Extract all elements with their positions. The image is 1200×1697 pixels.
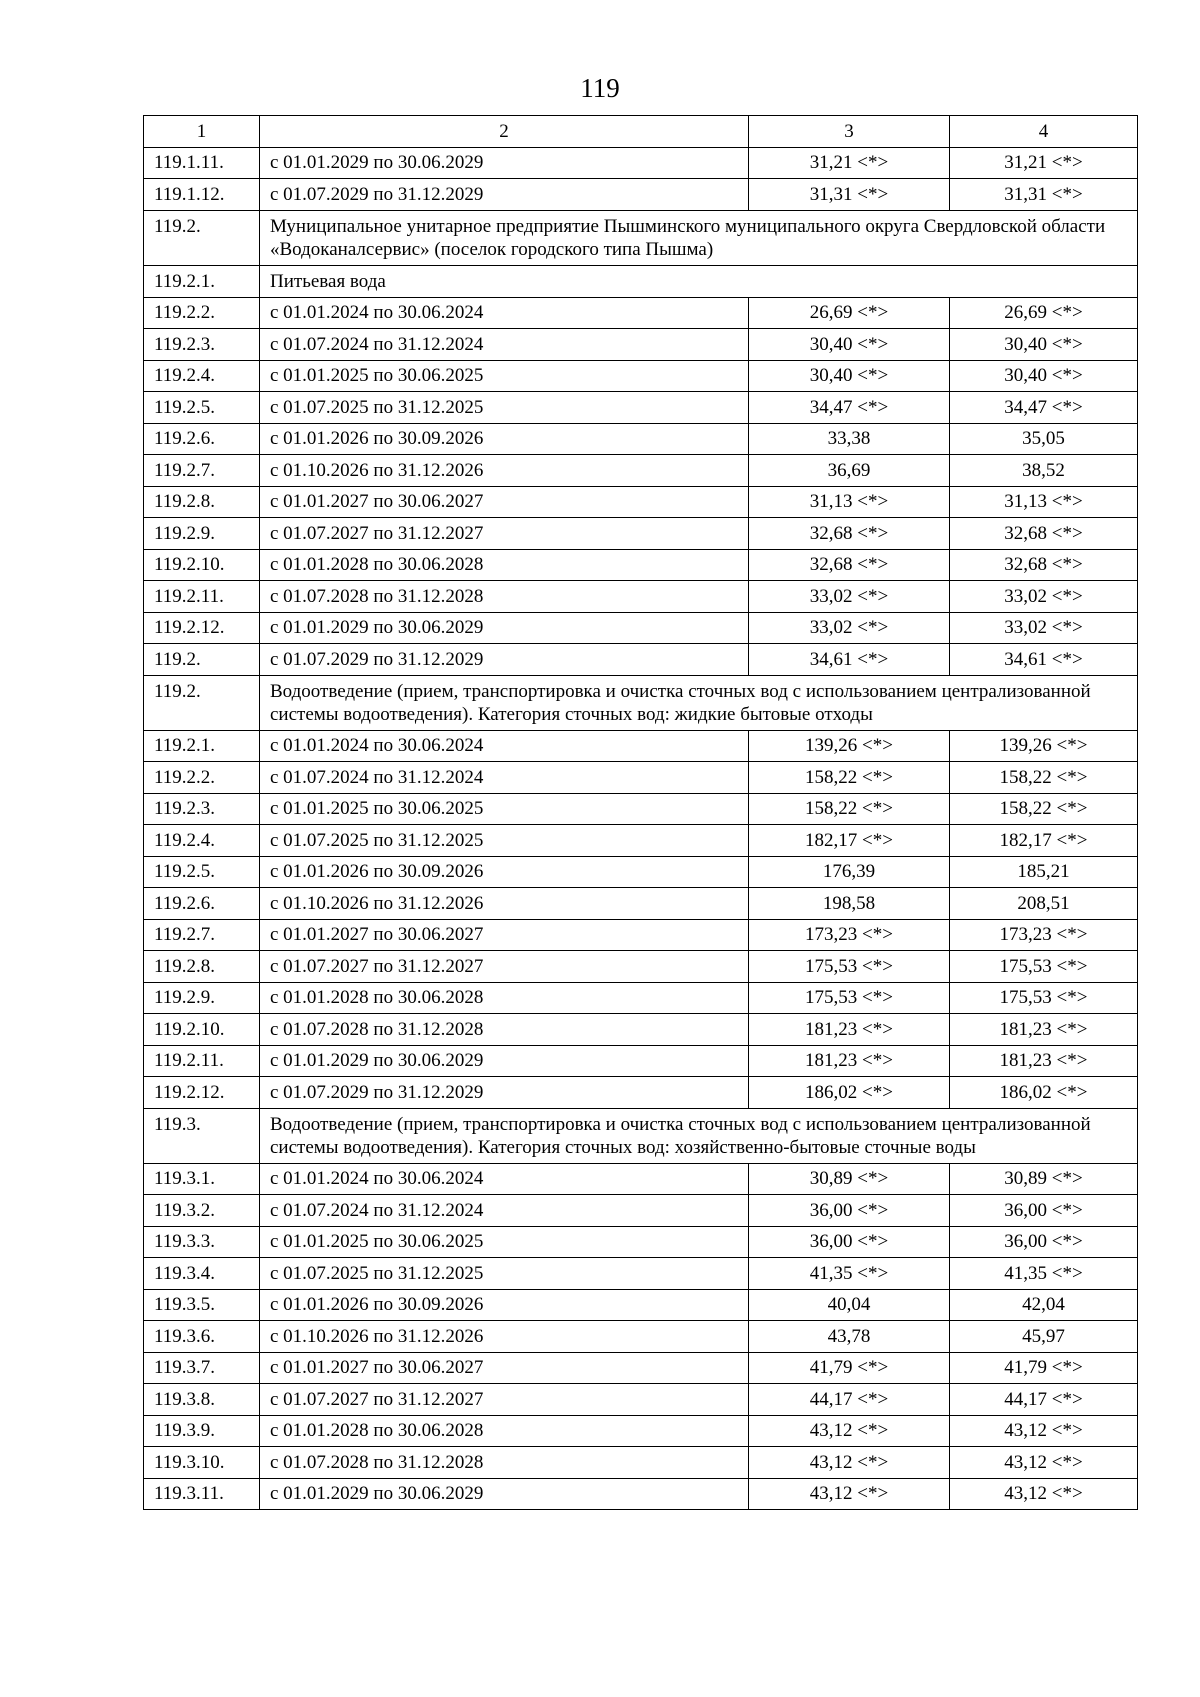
row-period: с 01.07.2027 по 31.12.2027 [260, 951, 749, 983]
row-period: с 01.07.2028 по 31.12.2028 [260, 1014, 749, 1046]
row-period: с 01.10.2026 по 31.12.2026 [260, 455, 749, 487]
table-row [144, 1195, 1138, 1227]
table-body [144, 116, 1138, 1510]
row-code: 119.2.10. [144, 549, 260, 581]
row-value-col4: 31,13 <*> [950, 486, 1138, 518]
table-row [144, 1289, 1138, 1321]
column-header-2: 2 [260, 116, 749, 148]
row-value-col4: 36,00 <*> [950, 1226, 1138, 1258]
table-row [144, 1258, 1138, 1290]
column-header-3: 3 [749, 116, 950, 148]
row-code: 119.2.7. [144, 919, 260, 951]
row-code: 119.3.8. [144, 1384, 260, 1416]
row-value-col3: 43,12 <*> [749, 1447, 950, 1479]
row-period: с 01.01.2027 по 30.06.2027 [260, 919, 749, 951]
row-code: 119.2.4. [144, 825, 260, 857]
row-value-col4: 34,47 <*> [950, 392, 1138, 424]
table-row [144, 888, 1138, 920]
tariff-table [143, 115, 1138, 1510]
table-row [144, 982, 1138, 1014]
row-value-col3: 44,17 <*> [749, 1384, 950, 1416]
row-code: 119.1.12. [144, 179, 260, 211]
row-value-col3: 34,61 <*> [749, 644, 950, 676]
row-code: 119.3.4. [144, 1258, 260, 1290]
row-value-col3: 30,89 <*> [749, 1163, 950, 1195]
section-title: Питьевая вода [260, 265, 1138, 297]
row-value-col4: 41,79 <*> [950, 1352, 1138, 1384]
row-code: 119.2.7. [144, 455, 260, 487]
row-code: 119.2.1. [144, 730, 260, 762]
row-period: с 01.07.2028 по 31.12.2028 [260, 1447, 749, 1479]
table-row [144, 612, 1138, 644]
table-row [144, 518, 1138, 550]
row-period: с 01.01.2029 по 30.06.2029 [260, 147, 749, 179]
row-value-col3: 175,53 <*> [749, 951, 950, 983]
section-row [144, 675, 1138, 730]
row-value-col4: 181,23 <*> [950, 1045, 1138, 1077]
table-row [144, 329, 1138, 361]
table-row [144, 951, 1138, 983]
row-value-col3: 26,69 <*> [749, 297, 950, 329]
row-code: 119.3.7. [144, 1352, 260, 1384]
table-row [144, 1226, 1138, 1258]
table-row [144, 762, 1138, 794]
row-value-col3: 33,02 <*> [749, 612, 950, 644]
row-period: с 01.01.2029 по 30.06.2029 [260, 612, 749, 644]
row-value-col4: 41,35 <*> [950, 1258, 1138, 1290]
row-period: с 01.10.2026 по 31.12.2026 [260, 888, 749, 920]
row-value-col3: 30,40 <*> [749, 329, 950, 361]
section-row [144, 210, 1138, 265]
row-value-col4: 182,17 <*> [950, 825, 1138, 857]
row-value-col3: 43,12 <*> [749, 1478, 950, 1510]
table-row [144, 1321, 1138, 1353]
row-value-col3: 175,53 <*> [749, 982, 950, 1014]
row-period: с 01.01.2025 по 30.06.2025 [260, 1226, 749, 1258]
row-value-col4: 36,00 <*> [950, 1195, 1138, 1227]
row-value-col4: 31,31 <*> [950, 179, 1138, 211]
table-row [144, 297, 1138, 329]
row-value-col4: 33,02 <*> [950, 581, 1138, 613]
column-header-1: 1 [144, 116, 260, 148]
row-period: с 01.07.2024 по 31.12.2024 [260, 329, 749, 361]
row-period: с 01.01.2028 по 30.06.2028 [260, 982, 749, 1014]
row-value-col4: 30,40 <*> [950, 360, 1138, 392]
table-row [144, 1352, 1138, 1384]
row-code: 119.2.11. [144, 1045, 260, 1077]
row-code: 119.2.9. [144, 982, 260, 1014]
row-value-col3: 41,35 <*> [749, 1258, 950, 1290]
row-value-col3: 36,00 <*> [749, 1226, 950, 1258]
table-row [144, 825, 1138, 857]
row-value-col4: 34,61 <*> [950, 644, 1138, 676]
table-row [144, 1163, 1138, 1195]
row-value-col3: 30,40 <*> [749, 360, 950, 392]
row-value-col3: 176,39 [749, 856, 950, 888]
row-code: 119.2. [144, 644, 260, 676]
row-code: 119.3.6. [144, 1321, 260, 1353]
row-code: 119.2. [144, 675, 260, 730]
table-row [144, 793, 1138, 825]
row-value-col3: 31,21 <*> [749, 147, 950, 179]
row-value-col3: 182,17 <*> [749, 825, 950, 857]
row-period: с 01.01.2029 по 30.06.2029 [260, 1045, 749, 1077]
table-row [144, 1077, 1138, 1109]
row-value-col4: 173,23 <*> [950, 919, 1138, 951]
row-code: 119.2.12. [144, 612, 260, 644]
row-value-col3: 198,58 [749, 888, 950, 920]
row-value-col4: 42,04 [950, 1289, 1138, 1321]
row-value-col3: 43,12 <*> [749, 1415, 950, 1447]
table-row [144, 1045, 1138, 1077]
table-row [144, 644, 1138, 676]
row-code: 119.3. [144, 1108, 260, 1163]
table-row [144, 179, 1138, 211]
column-header-4: 4 [950, 116, 1138, 148]
row-code: 119.2.8. [144, 486, 260, 518]
row-value-col3: 139,26 <*> [749, 730, 950, 762]
row-code: 119.3.5. [144, 1289, 260, 1321]
section-row [144, 1108, 1138, 1163]
row-period: с 01.07.2025 по 31.12.2025 [260, 825, 749, 857]
row-value-col3: 41,79 <*> [749, 1352, 950, 1384]
row-code: 119.2. [144, 210, 260, 265]
row-value-col4: 43,12 <*> [950, 1478, 1138, 1510]
row-period: с 01.01.2029 по 30.06.2029 [260, 1478, 749, 1510]
table-row [144, 147, 1138, 179]
row-value-col4: 158,22 <*> [950, 762, 1138, 794]
row-value-col3: 181,23 <*> [749, 1045, 950, 1077]
row-code: 119.2.1. [144, 265, 260, 297]
row-code: 119.2.6. [144, 423, 260, 455]
row-period: с 01.07.2025 по 31.12.2025 [260, 392, 749, 424]
row-value-col4: 30,89 <*> [950, 1163, 1138, 1195]
table-row [144, 360, 1138, 392]
row-period: с 01.01.2025 по 30.06.2025 [260, 360, 749, 392]
row-code: 119.1.11. [144, 147, 260, 179]
row-value-col4: 26,69 <*> [950, 297, 1138, 329]
row-value-col3: 33,38 [749, 423, 950, 455]
row-period: с 01.07.2029 по 31.12.2029 [260, 644, 749, 676]
row-period: с 01.01.2024 по 30.06.2024 [260, 730, 749, 762]
row-code: 119.2.5. [144, 856, 260, 888]
table-row [144, 1014, 1138, 1046]
row-code: 119.3.3. [144, 1226, 260, 1258]
table-row [144, 1384, 1138, 1416]
row-period: с 01.01.2028 по 30.06.2028 [260, 1415, 749, 1447]
row-period: с 01.07.2029 по 31.12.2029 [260, 179, 749, 211]
row-code: 119.3.10. [144, 1447, 260, 1479]
row-value-col3: 34,47 <*> [749, 392, 950, 424]
row-value-col3: 173,23 <*> [749, 919, 950, 951]
row-period: с 01.07.2025 по 31.12.2025 [260, 1258, 749, 1290]
row-value-col4: 30,40 <*> [950, 329, 1138, 361]
row-value-col4: 185,21 [950, 856, 1138, 888]
row-value-col4: 43,12 <*> [950, 1447, 1138, 1479]
section-title: Водоотведение (прием, транспортировка и очистка сточных вод с использованием централизованной системы водоотведения). Категория сточных вод: хозяйственно-бытовые сточные воды [260, 1108, 1138, 1163]
row-value-col4: 43,12 <*> [950, 1415, 1138, 1447]
row-code: 119.2.6. [144, 888, 260, 920]
row-code: 119.3.9. [144, 1415, 260, 1447]
row-code: 119.3.1. [144, 1163, 260, 1195]
row-code: 119.2.5. [144, 392, 260, 424]
row-value-col4: 32,68 <*> [950, 549, 1138, 581]
row-period: с 01.10.2026 по 31.12.2026 [260, 1321, 749, 1353]
table-row [144, 1415, 1138, 1447]
row-value-col3: 40,04 [749, 1289, 950, 1321]
table-header-row [144, 116, 1138, 148]
table-row [144, 856, 1138, 888]
row-value-col3: 158,22 <*> [749, 762, 950, 794]
row-value-col3: 32,68 <*> [749, 549, 950, 581]
row-period: с 01.07.2027 по 31.12.2027 [260, 1384, 749, 1416]
page-number: 119 [580, 73, 620, 103]
row-value-col4: 139,26 <*> [950, 730, 1138, 762]
row-value-col4: 45,97 [950, 1321, 1138, 1353]
row-value-col3: 186,02 <*> [749, 1077, 950, 1109]
row-period: с 01.01.2027 по 30.06.2027 [260, 1352, 749, 1384]
row-value-col3: 43,78 [749, 1321, 950, 1353]
row-period: с 01.07.2024 по 31.12.2024 [260, 762, 749, 794]
row-code: 119.2.2. [144, 297, 260, 329]
row-period: с 01.01.2026 по 30.09.2026 [260, 1289, 749, 1321]
row-value-col3: 36,69 [749, 455, 950, 487]
row-value-col4: 31,21 <*> [950, 147, 1138, 179]
section-title: Муниципальное унитарное предприятие Пышминского муниципального округа Свердловской области «Водоканалсервис» (поселок городского типа Пышма) [260, 210, 1138, 265]
row-code: 119.2.10. [144, 1014, 260, 1046]
row-period: с 01.01.2026 по 30.09.2026 [260, 856, 749, 888]
row-code: 119.2.12. [144, 1077, 260, 1109]
table-row [144, 549, 1138, 581]
table-row [144, 455, 1138, 487]
row-period: с 01.01.2025 по 30.06.2025 [260, 793, 749, 825]
row-period: с 01.07.2029 по 31.12.2029 [260, 1077, 749, 1109]
table-row [144, 919, 1138, 951]
section-title: Водоотведение (прием, транспортировка и очистка сточных вод с использованием централизованной системы водоотведения). Категория сточных вод: жидкие бытовые отходы [260, 675, 1138, 730]
row-period: с 01.01.2024 по 30.06.2024 [260, 1163, 749, 1195]
row-value-col4: 38,52 [950, 455, 1138, 487]
table-row [144, 730, 1138, 762]
row-code: 119.2.8. [144, 951, 260, 983]
row-value-col4: 33,02 <*> [950, 612, 1138, 644]
row-value-col3: 31,31 <*> [749, 179, 950, 211]
row-period: с 01.01.2028 по 30.06.2028 [260, 549, 749, 581]
row-code: 119.2.3. [144, 793, 260, 825]
row-period: с 01.01.2024 по 30.06.2024 [260, 297, 749, 329]
row-value-col3: 36,00 <*> [749, 1195, 950, 1227]
row-value-col4: 175,53 <*> [950, 951, 1138, 983]
row-code: 119.3.11. [144, 1478, 260, 1510]
row-code: 119.2.3. [144, 329, 260, 361]
table-row [144, 581, 1138, 613]
row-code: 119.3.2. [144, 1195, 260, 1227]
row-value-col4: 175,53 <*> [950, 982, 1138, 1014]
table-row [144, 1447, 1138, 1479]
section-row [144, 265, 1138, 297]
table-row [144, 486, 1138, 518]
row-value-col3: 181,23 <*> [749, 1014, 950, 1046]
row-value-col3: 32,68 <*> [749, 518, 950, 550]
table-row [144, 423, 1138, 455]
row-value-col3: 31,13 <*> [749, 486, 950, 518]
row-period: с 01.07.2028 по 31.12.2028 [260, 581, 749, 613]
row-value-col4: 181,23 <*> [950, 1014, 1138, 1046]
row-code: 119.2.11. [144, 581, 260, 613]
row-code: 119.2.9. [144, 518, 260, 550]
row-value-col4: 158,22 <*> [950, 793, 1138, 825]
row-period: с 01.07.2027 по 31.12.2027 [260, 518, 749, 550]
row-period: с 01.01.2026 по 30.09.2026 [260, 423, 749, 455]
row-value-col3: 158,22 <*> [749, 793, 950, 825]
row-period: с 01.07.2024 по 31.12.2024 [260, 1195, 749, 1227]
row-value-col4: 44,17 <*> [950, 1384, 1138, 1416]
row-code: 119.2.4. [144, 360, 260, 392]
row-value-col4: 32,68 <*> [950, 518, 1138, 550]
table-row [144, 1478, 1138, 1510]
row-value-col4: 208,51 [950, 888, 1138, 920]
row-value-col4: 35,05 [950, 423, 1138, 455]
row-value-col4: 186,02 <*> [950, 1077, 1138, 1109]
row-code: 119.2.2. [144, 762, 260, 794]
row-value-col3: 33,02 <*> [749, 581, 950, 613]
row-period: с 01.01.2027 по 30.06.2027 [260, 486, 749, 518]
table-row [144, 392, 1138, 424]
